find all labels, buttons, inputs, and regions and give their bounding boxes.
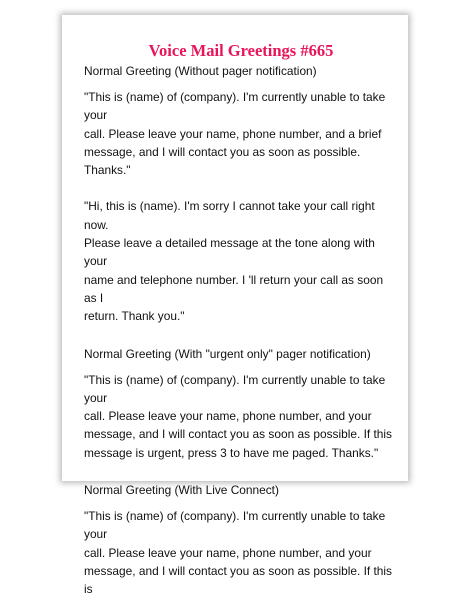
document-page [62, 15, 408, 597]
greeting-paragraph: "Hi, this is (name). I'm sorry I cannot take your call right now. Please leave a detailed message at the tone along with your name and telephone number. I 'll return your call as soon as I return. Thank you." [84, 199, 384, 324]
greeting-paragraph: "This is (name) of (company). I'm currently unable to take your call. Please leave your name, phone number, and a brief message, and I will contact you as soon as possible. Thanks." [84, 90, 386, 178]
greeting-paragraph: "This is (name) of (company). I'm currently unable to take your call. Please leave your name, phone number, and your message, and I will contact you as soon as possible. If this is [84, 509, 392, 597]
section-heading: Normal Greeting (Without pager notification) [84, 64, 317, 78]
section-heading: Normal Greeting (With "urgent only" pager notification) [84, 346, 371, 361]
document-title: Voice Mail Greetings #665 [148, 41, 334, 60]
greeting-paragraph: "This is (name) of (company). I'm currently unable to take your call. Please leave your name, phone number, and your message, and I will contact you as soon as possible. If this message is urgent, press 3 to have me paged. Thanks." [84, 372, 392, 460]
section-heading: Normal Greeting (With Live Connect) [84, 483, 279, 498]
